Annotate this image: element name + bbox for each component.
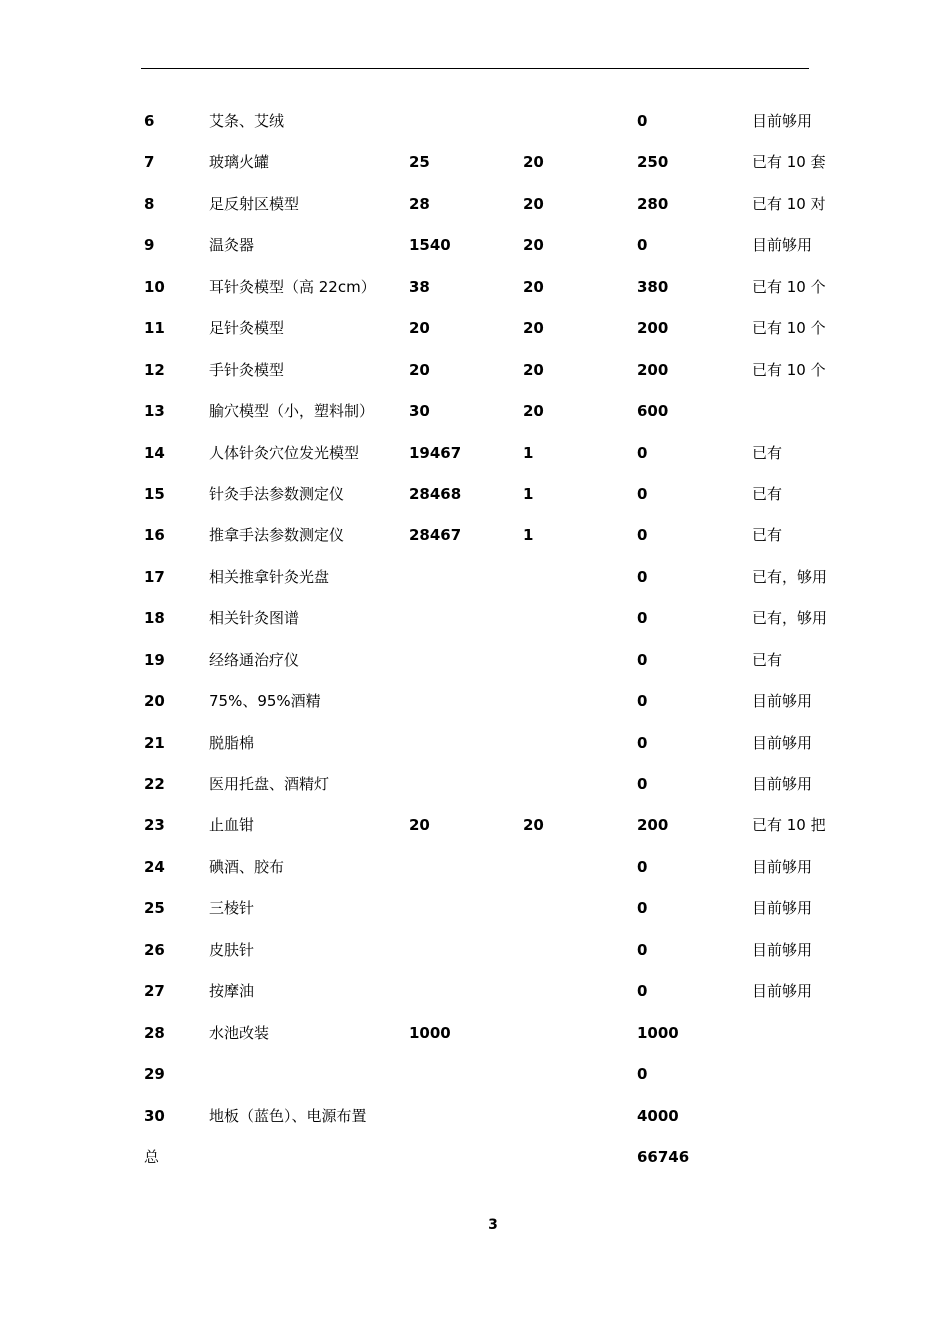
note: 已有，够用 — [752, 609, 828, 628]
table-row — [0, 1013, 950, 1054]
table-row — [0, 350, 950, 391]
table-row — [0, 391, 950, 432]
total-amount: 0 — [637, 899, 648, 918]
row-number: 20 — [144, 692, 165, 711]
unit-price: 1000 — [409, 1023, 451, 1042]
item-name: 足针灸模型 — [209, 319, 285, 338]
note: 目前够用 — [752, 899, 813, 918]
total-amount: 1000 — [637, 1023, 679, 1042]
item-name: 针灸手法参数测定仪 — [209, 484, 345, 503]
item-name: 相关针灸图谱 — [209, 609, 300, 628]
row-number: 18 — [144, 609, 165, 628]
header-rule — [141, 68, 809, 69]
item-name: 经络通治疗仪 — [209, 650, 300, 669]
total-label: 总 — [144, 1147, 160, 1166]
row-number: 22 — [144, 775, 165, 793]
table-row — [0, 557, 950, 598]
total-amount: 0 — [637, 609, 648, 628]
row-number: 24 — [144, 857, 165, 876]
total-amount: 0 — [637, 650, 648, 669]
unit-price: 38 — [409, 277, 430, 296]
table-row — [0, 723, 950, 764]
table-row — [0, 184, 950, 225]
table-row — [0, 847, 950, 888]
note: 已有 10 把 — [752, 816, 826, 835]
row-number: 23 — [144, 816, 165, 835]
item-name: 医用托盘、酒精灯 — [209, 775, 330, 793]
note: 已有 — [752, 484, 783, 503]
note: 目前够用 — [752, 692, 813, 711]
item-name: 艾条、艾绒 — [209, 112, 285, 130]
table-row — [0, 142, 950, 183]
total-amount: 280 — [637, 194, 669, 213]
note: 已有 10 套 — [752, 153, 826, 172]
unit-price: 1540 — [409, 236, 451, 255]
item-name: 碘酒、胶布 — [209, 857, 285, 876]
unit-price: 25 — [409, 153, 430, 172]
table-row — [0, 598, 950, 639]
total-amount: 0 — [637, 112, 648, 130]
quantity: 20 — [523, 277, 544, 296]
table-row — [0, 971, 950, 1012]
note: 目前够用 — [752, 775, 813, 793]
unit-price: 28468 — [409, 484, 462, 503]
item-name: 75%、95%酒精 — [209, 692, 321, 711]
total-amount: 0 — [637, 692, 648, 711]
total-amount: 0 — [637, 1065, 648, 1084]
item-name: 皮肤针 — [209, 940, 255, 959]
total-row — [0, 1137, 950, 1178]
row-number: 26 — [144, 940, 165, 959]
total-amount: 380 — [637, 277, 669, 296]
quantity: 20 — [523, 194, 544, 213]
note: 已有 — [752, 650, 783, 669]
row-number: 9 — [144, 236, 155, 255]
item-name: 温灸器 — [209, 236, 255, 255]
row-number: 30 — [144, 1106, 165, 1125]
row-number: 19 — [144, 650, 165, 669]
total-amount: 200 — [637, 319, 669, 338]
unit-price: 20 — [409, 816, 430, 835]
note: 目前够用 — [752, 857, 813, 876]
unit-price: 30 — [409, 402, 430, 421]
total-amount: 0 — [637, 567, 648, 586]
quantity: 20 — [523, 153, 544, 172]
note: 目前够用 — [752, 733, 813, 752]
quantity: 1 — [523, 526, 534, 545]
item-name: 地板（蓝色）、电源布置 — [209, 1106, 367, 1125]
total-amount: 0 — [637, 443, 648, 462]
note: 已有 10 个 — [752, 360, 826, 379]
total-amount: 200 — [637, 816, 669, 835]
table-row — [0, 1054, 950, 1095]
total-amount: 0 — [637, 733, 648, 752]
table-row — [0, 1096, 950, 1137]
row-number: 12 — [144, 360, 165, 379]
total-amount: 4000 — [637, 1106, 679, 1125]
note: 目前够用 — [752, 112, 813, 130]
quantity: 1 — [523, 484, 534, 503]
item-name: 足反射区模型 — [209, 194, 300, 213]
quantity: 20 — [523, 816, 544, 835]
item-name: 相关推拿针灸光盘 — [209, 567, 330, 586]
item-name: 推拿手法参数测定仪 — [209, 526, 345, 545]
table-row — [0, 888, 950, 929]
row-number: 16 — [144, 526, 165, 545]
table-row — [0, 101, 950, 142]
row-number: 6 — [144, 112, 155, 130]
item-name: 止血钳 — [209, 816, 255, 835]
total-amount: 0 — [637, 484, 648, 503]
row-number: 25 — [144, 899, 165, 918]
row-number: 11 — [144, 319, 165, 338]
table-row — [0, 433, 950, 474]
quantity: 20 — [523, 319, 544, 338]
row-number: 28 — [144, 1023, 165, 1042]
note: 已有 — [752, 526, 783, 545]
table-row — [0, 640, 950, 681]
item-name: 耳针灸模型（高 22cm） — [209, 277, 376, 296]
quantity: 20 — [523, 236, 544, 255]
note: 已有 — [752, 443, 783, 462]
row-number: 13 — [144, 402, 165, 421]
unit-price: 28 — [409, 194, 430, 213]
total-amount: 0 — [637, 526, 648, 545]
total-amount: 0 — [637, 982, 648, 1001]
item-name: 三棱针 — [209, 899, 255, 918]
table-row — [0, 764, 950, 805]
item-name: 玻璃火罐 — [209, 153, 270, 172]
row-number: 14 — [144, 443, 165, 462]
row-number: 8 — [144, 194, 155, 213]
table-row — [0, 474, 950, 515]
quantity: 1 — [523, 443, 534, 462]
row-number: 21 — [144, 733, 165, 752]
item-name: 腧穴模型（小，塑料制） — [209, 402, 375, 421]
table-row — [0, 225, 950, 266]
total-amount: 250 — [637, 153, 669, 172]
row-number: 27 — [144, 982, 165, 1001]
unit-price: 28467 — [409, 526, 462, 545]
total-amount: 200 — [637, 360, 669, 379]
grand-total: 66746 — [637, 1147, 690, 1166]
note: 已有 10 个 — [752, 277, 826, 296]
unit-price: 19467 — [409, 443, 462, 462]
note: 已有，够用 — [752, 567, 828, 586]
table-row — [0, 515, 950, 556]
total-amount: 600 — [637, 402, 669, 421]
total-amount: 0 — [637, 236, 648, 255]
table-row — [0, 681, 950, 722]
quantity: 20 — [523, 402, 544, 421]
page-number: 3 — [488, 1217, 498, 1233]
table-row — [0, 308, 950, 349]
total-amount: 0 — [637, 940, 648, 959]
note: 目前够用 — [752, 940, 813, 959]
row-number: 29 — [144, 1065, 165, 1084]
item-name: 水池改装 — [209, 1023, 270, 1042]
note: 已有 10 对 — [752, 194, 826, 213]
item-name: 按摩油 — [209, 982, 255, 1001]
note: 目前够用 — [752, 982, 813, 1001]
equipment-table — [0, 101, 950, 1178]
table-row — [0, 930, 950, 971]
unit-price: 20 — [409, 360, 430, 379]
item-name: 脱脂棉 — [209, 733, 255, 752]
note: 目前够用 — [752, 236, 813, 255]
row-number: 17 — [144, 567, 165, 586]
unit-price: 20 — [409, 319, 430, 338]
row-number: 15 — [144, 484, 165, 503]
table-row — [0, 267, 950, 308]
table-row — [0, 805, 950, 846]
total-amount: 0 — [637, 857, 648, 876]
item-name: 手针灸模型 — [209, 360, 285, 379]
quantity: 20 — [523, 360, 544, 379]
total-amount: 0 — [637, 775, 648, 793]
row-number: 10 — [144, 277, 165, 296]
item-name: 人体针灸穴位发光模型 — [209, 443, 360, 462]
note: 已有 10 个 — [752, 319, 826, 338]
row-number: 7 — [144, 153, 155, 172]
